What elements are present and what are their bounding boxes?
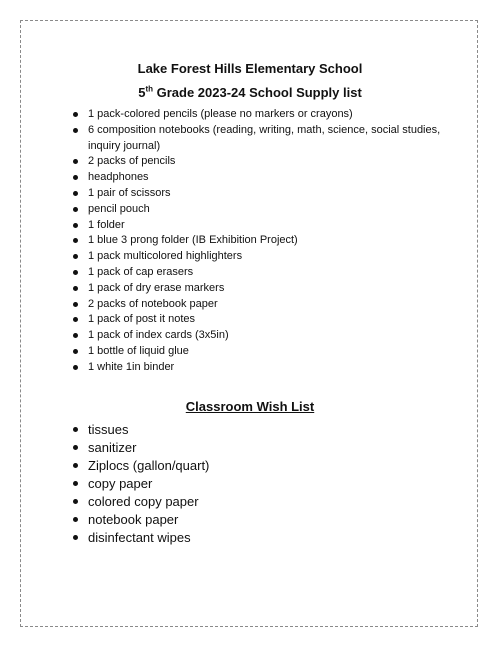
wish-item: colored copy paper	[72, 493, 412, 511]
supply-list	[72, 107, 442, 376]
supply-item: 2 packs of notebook paper	[72, 297, 442, 313]
wish-item: disinfectant wipes	[72, 529, 412, 547]
wish-item: tissues	[72, 421, 412, 439]
wish-item: notebook paper	[72, 511, 412, 529]
grade-number: 5	[138, 85, 146, 100]
wish-list-heading: Classroom Wish List	[185, 399, 315, 414]
supply-item: 2 packs of pencils	[72, 154, 442, 170]
supply-item: 6 composition notebooks (reading, writing, math, science, social studies, inquiry journal)	[72, 123, 442, 155]
supply-list-title: Grade 2023-24 School Supply list	[153, 85, 362, 100]
supply-item: 1 bottle of liquid glue	[72, 344, 442, 360]
supply-item: 1 pack-colored pencils (please no markers or crayons)	[72, 107, 442, 123]
supply-item: 1 pair of scissors	[72, 186, 442, 202]
supply-item: 1 pack of cap erasers	[72, 265, 442, 281]
grade-suffix: th	[145, 84, 153, 94]
supply-item: 1 white 1in binder	[72, 360, 442, 376]
wish-item: copy paper	[72, 475, 412, 493]
supply-item: headphones	[72, 170, 442, 186]
supply-item: 1 pack of post it notes	[72, 312, 442, 328]
supply-item: 1 folder	[72, 218, 442, 234]
supply-item: 1 pack of index cards (3x5in)	[72, 328, 442, 344]
school-name-heading: Lake Forest Hills Elementary School	[137, 61, 363, 76]
wish-item: sanitizer	[72, 439, 412, 457]
supply-item: 1 pack multicolored highlighters	[72, 249, 442, 265]
wish-list	[72, 421, 412, 547]
supply-item: 1 pack of dry erase markers	[72, 281, 442, 297]
supply-item: pencil pouch	[72, 202, 442, 218]
supply-list-heading	[0, 85, 500, 101]
supply-item: 1 blue 3 prong folder (IB Exhibition Project)	[72, 233, 442, 249]
wish-item: Ziplocs (gallon/quart)	[72, 457, 412, 475]
